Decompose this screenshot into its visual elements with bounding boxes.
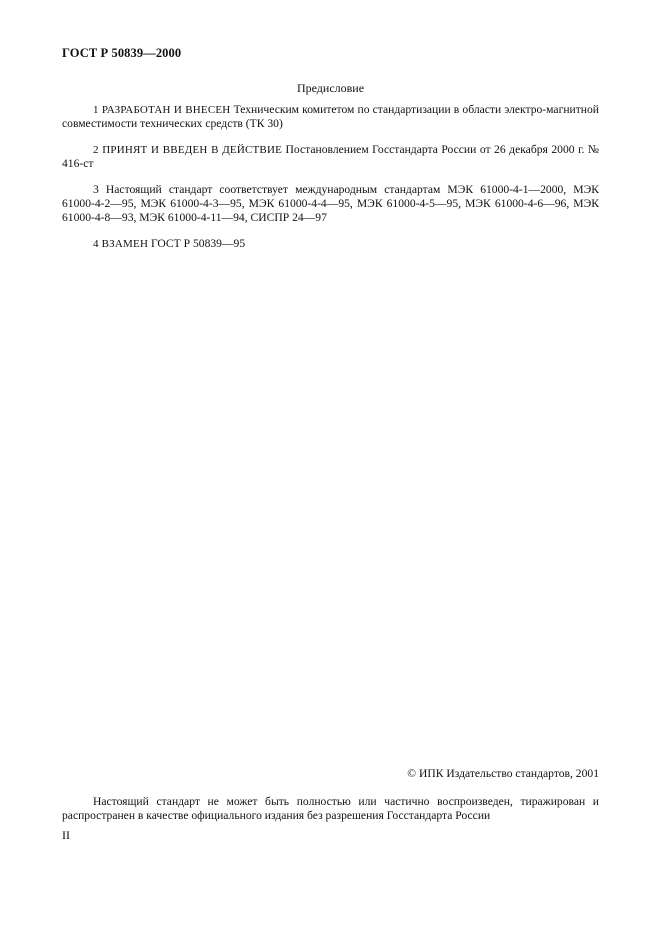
paragraph-2-lead: 2 ПРИНЯТ И ВВЕДЕН В ДЕЙСТВИЕ (93, 144, 283, 156)
paragraph-1-lead: 1 РАЗРАБОТАН И ВНЕСЕН (93, 104, 231, 116)
paragraph-2-text: Постановлением Госстандарта России от 26 декабря 2000 г. № 416-ст (62, 143, 599, 170)
paragraph-1-text: Техническим комитетом по стандартизации в области электро-магнитной совместимости технических средств (ТК 30) (62, 103, 600, 130)
preface-title: Предисловие (296, 81, 365, 95)
preface-paragraph-4 (62, 237, 599, 251)
paragraph-4-text: ГОСТ Р 50839—95 (148, 237, 246, 250)
document-header: ГОСТ Р 50839—2000 (62, 46, 182, 60)
preface-paragraph-3 (62, 183, 599, 225)
preface-paragraph-2 (62, 143, 599, 171)
paragraph-4-lead: 4 ВЗАМЕН (93, 238, 149, 250)
copyright-line: © ИПК Издательство стандартов, 2001 (407, 767, 599, 780)
reproduction-notice: Настоящий стандарт не может быть полностью или частично воспроизведен, тиражирован и распространен в качестве официального издания без разрешения Госстандарта России (62, 795, 599, 822)
page-number: II (62, 828, 70, 842)
paragraph-3-text: 3 Настоящий стандарт соответствует международным стандартам МЭК 61000-4-1—2000, МЭК 61000-4-2—95, МЭК 61000-4-3—95, МЭК 61000-4-4—95, МЭК 61000-4-5—95, МЭК 61000-4-6—96, МЭК 61000-4-8—93, МЭК 61000-4-11—94, СИСПР 24—97 (62, 183, 599, 224)
preface-paragraph-1 (62, 103, 599, 131)
